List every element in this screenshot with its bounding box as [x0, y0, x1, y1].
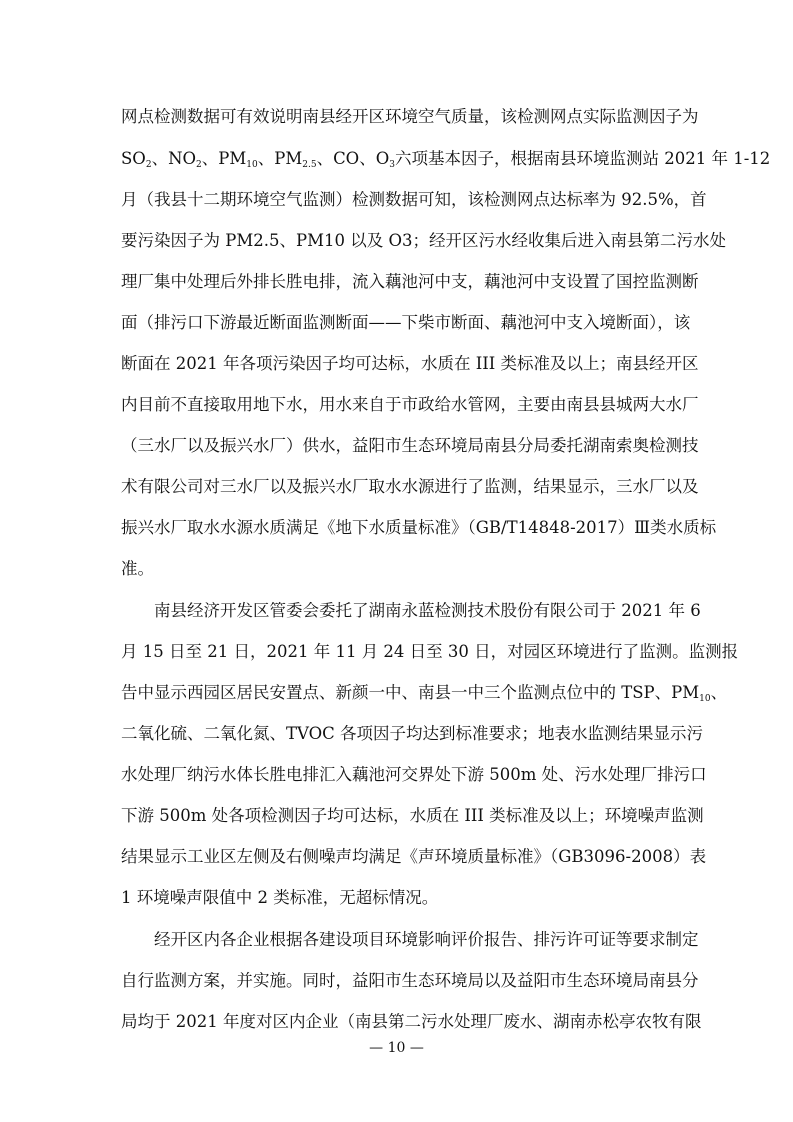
- so2-label: SO: [121, 149, 146, 168]
- pm10-label: 、PM: [201, 149, 247, 168]
- so2-subscript: 2: [145, 160, 152, 170]
- paragraph-2-line-5: 水处理厂纳污水体长胜电排汇入藕池河交界处下游 500m 处、污水处理厂排污口: [121, 765, 707, 784]
- tsp-pm-text: 告中显示西园区居民安置点、新颜一中、南县一中三个监测点位中的 TSP、PM: [121, 683, 700, 702]
- pm25-subscript: 2.5: [302, 160, 317, 170]
- paragraph-1-line-1: 网点检测数据可有效说明南县经开区环境空气质量，该检测网点实际监测因子为: [121, 107, 699, 126]
- no2-label: 、NO: [151, 149, 197, 168]
- paragraph-1-line-2: [121, 149, 771, 170]
- paragraph-2-line-6: 下游 500m 处各项检测因子均可达标，水质在 III 类标准及以上；环境噪声监测: [121, 806, 704, 825]
- pm25-label: 、PM: [257, 149, 303, 168]
- paragraph-3-line-3: 局均于 2021 年度对区内企业（南县第二污水处理厂废水、湖南赤松亭农牧有限: [121, 1012, 702, 1031]
- paragraph-2-line-7: 结果显示工业区左侧及右侧噪声均满足《声环境质量标准》（GB3096-2008）表: [121, 847, 707, 866]
- paragraph-1-line-5: 理厂集中处理后外排长胜电排，流入藕池河中支，藕池河中支设置了国控监测断: [121, 272, 699, 291]
- paragraph-2-line-8: 1 环境噪声限值中 2 类标准，无超标情况。: [121, 888, 439, 907]
- co-o3-label: 、CO、O: [316, 149, 390, 168]
- paragraph-1-line-8: 内目前不直接取用地下水，用水来自于市政给水管网，主要由南县县城两大水厂: [121, 395, 699, 414]
- pm10-subscript: 10: [246, 160, 258, 170]
- line-3-tail: 、: [710, 683, 728, 702]
- no2-subscript: 2: [196, 160, 202, 170]
- page-number: — 10 —: [369, 1040, 424, 1056]
- pm10-subscript-2: 10: [699, 694, 711, 704]
- paragraph-3-line-1: 经开区内各企业根据各建设项目环境影响评价报告、排污许可证等要求制定: [154, 930, 699, 949]
- paragraph-1-line-4: 要污染因子为 PM2.5、PM10 以及 O3；经开区污水经收集后进入南县第二污水处: [121, 231, 726, 250]
- paragraph-1-line-10: 术有限公司对三水厂以及振兴水厂取水水源进行了监测，结果显示，三水厂以及: [121, 477, 699, 496]
- o3-subscript: 3: [389, 160, 395, 170]
- line-2-tail: 六项基本因子，根据南县环境监测站 2021 年 1-12: [394, 149, 771, 168]
- paragraph-1-line-11: 振兴水厂取水水源水质满足《地下水质量标准》（GB/T14848-2017）Ⅲ类水质标: [121, 518, 717, 537]
- paragraph-1-line-3: 月（我县十二期环境空气监测）检测数据可知，该检测网点达标率为 92.5%，首: [121, 190, 707, 209]
- paragraph-1-line-12: 准。: [121, 559, 154, 578]
- paragraph-2-line-3: [121, 683, 728, 704]
- paragraph-1-line-7: 断面在 2021 年各项污染因子均可达标，水质在 III 类标准及以上；南县经开区: [121, 354, 699, 373]
- paragraph-3-line-2: 自行监测方案，并实施。同时，益阳市生态环境局以及益阳市生态环境局南县分: [121, 971, 699, 990]
- paragraph-2-line-4: 二氧化硫、二氧化氮、TVOC 各项因子均达到标准要求；地表水监测结果显示污: [121, 724, 704, 743]
- paragraph-1-line-9: （三水厂以及振兴水厂）供水，益阳市生态环境局南县分局委托湖南索奥检测技: [121, 436, 699, 455]
- paragraph-2-line-2: 月 15 日至 21 日，2021 年 11 月 24 日至 30 日，对园区环境进行了监测。监测报: [121, 642, 739, 661]
- paragraph-1-line-6: 面（排污口下游最近断面监测断面——下柴市断面、藕池河中支入境断面），该: [121, 313, 691, 332]
- paragraph-2-line-1: 南县经济开发区管委会委托了湖南永蓝检测技术股份有限公司于 2021 年 6: [154, 601, 701, 620]
